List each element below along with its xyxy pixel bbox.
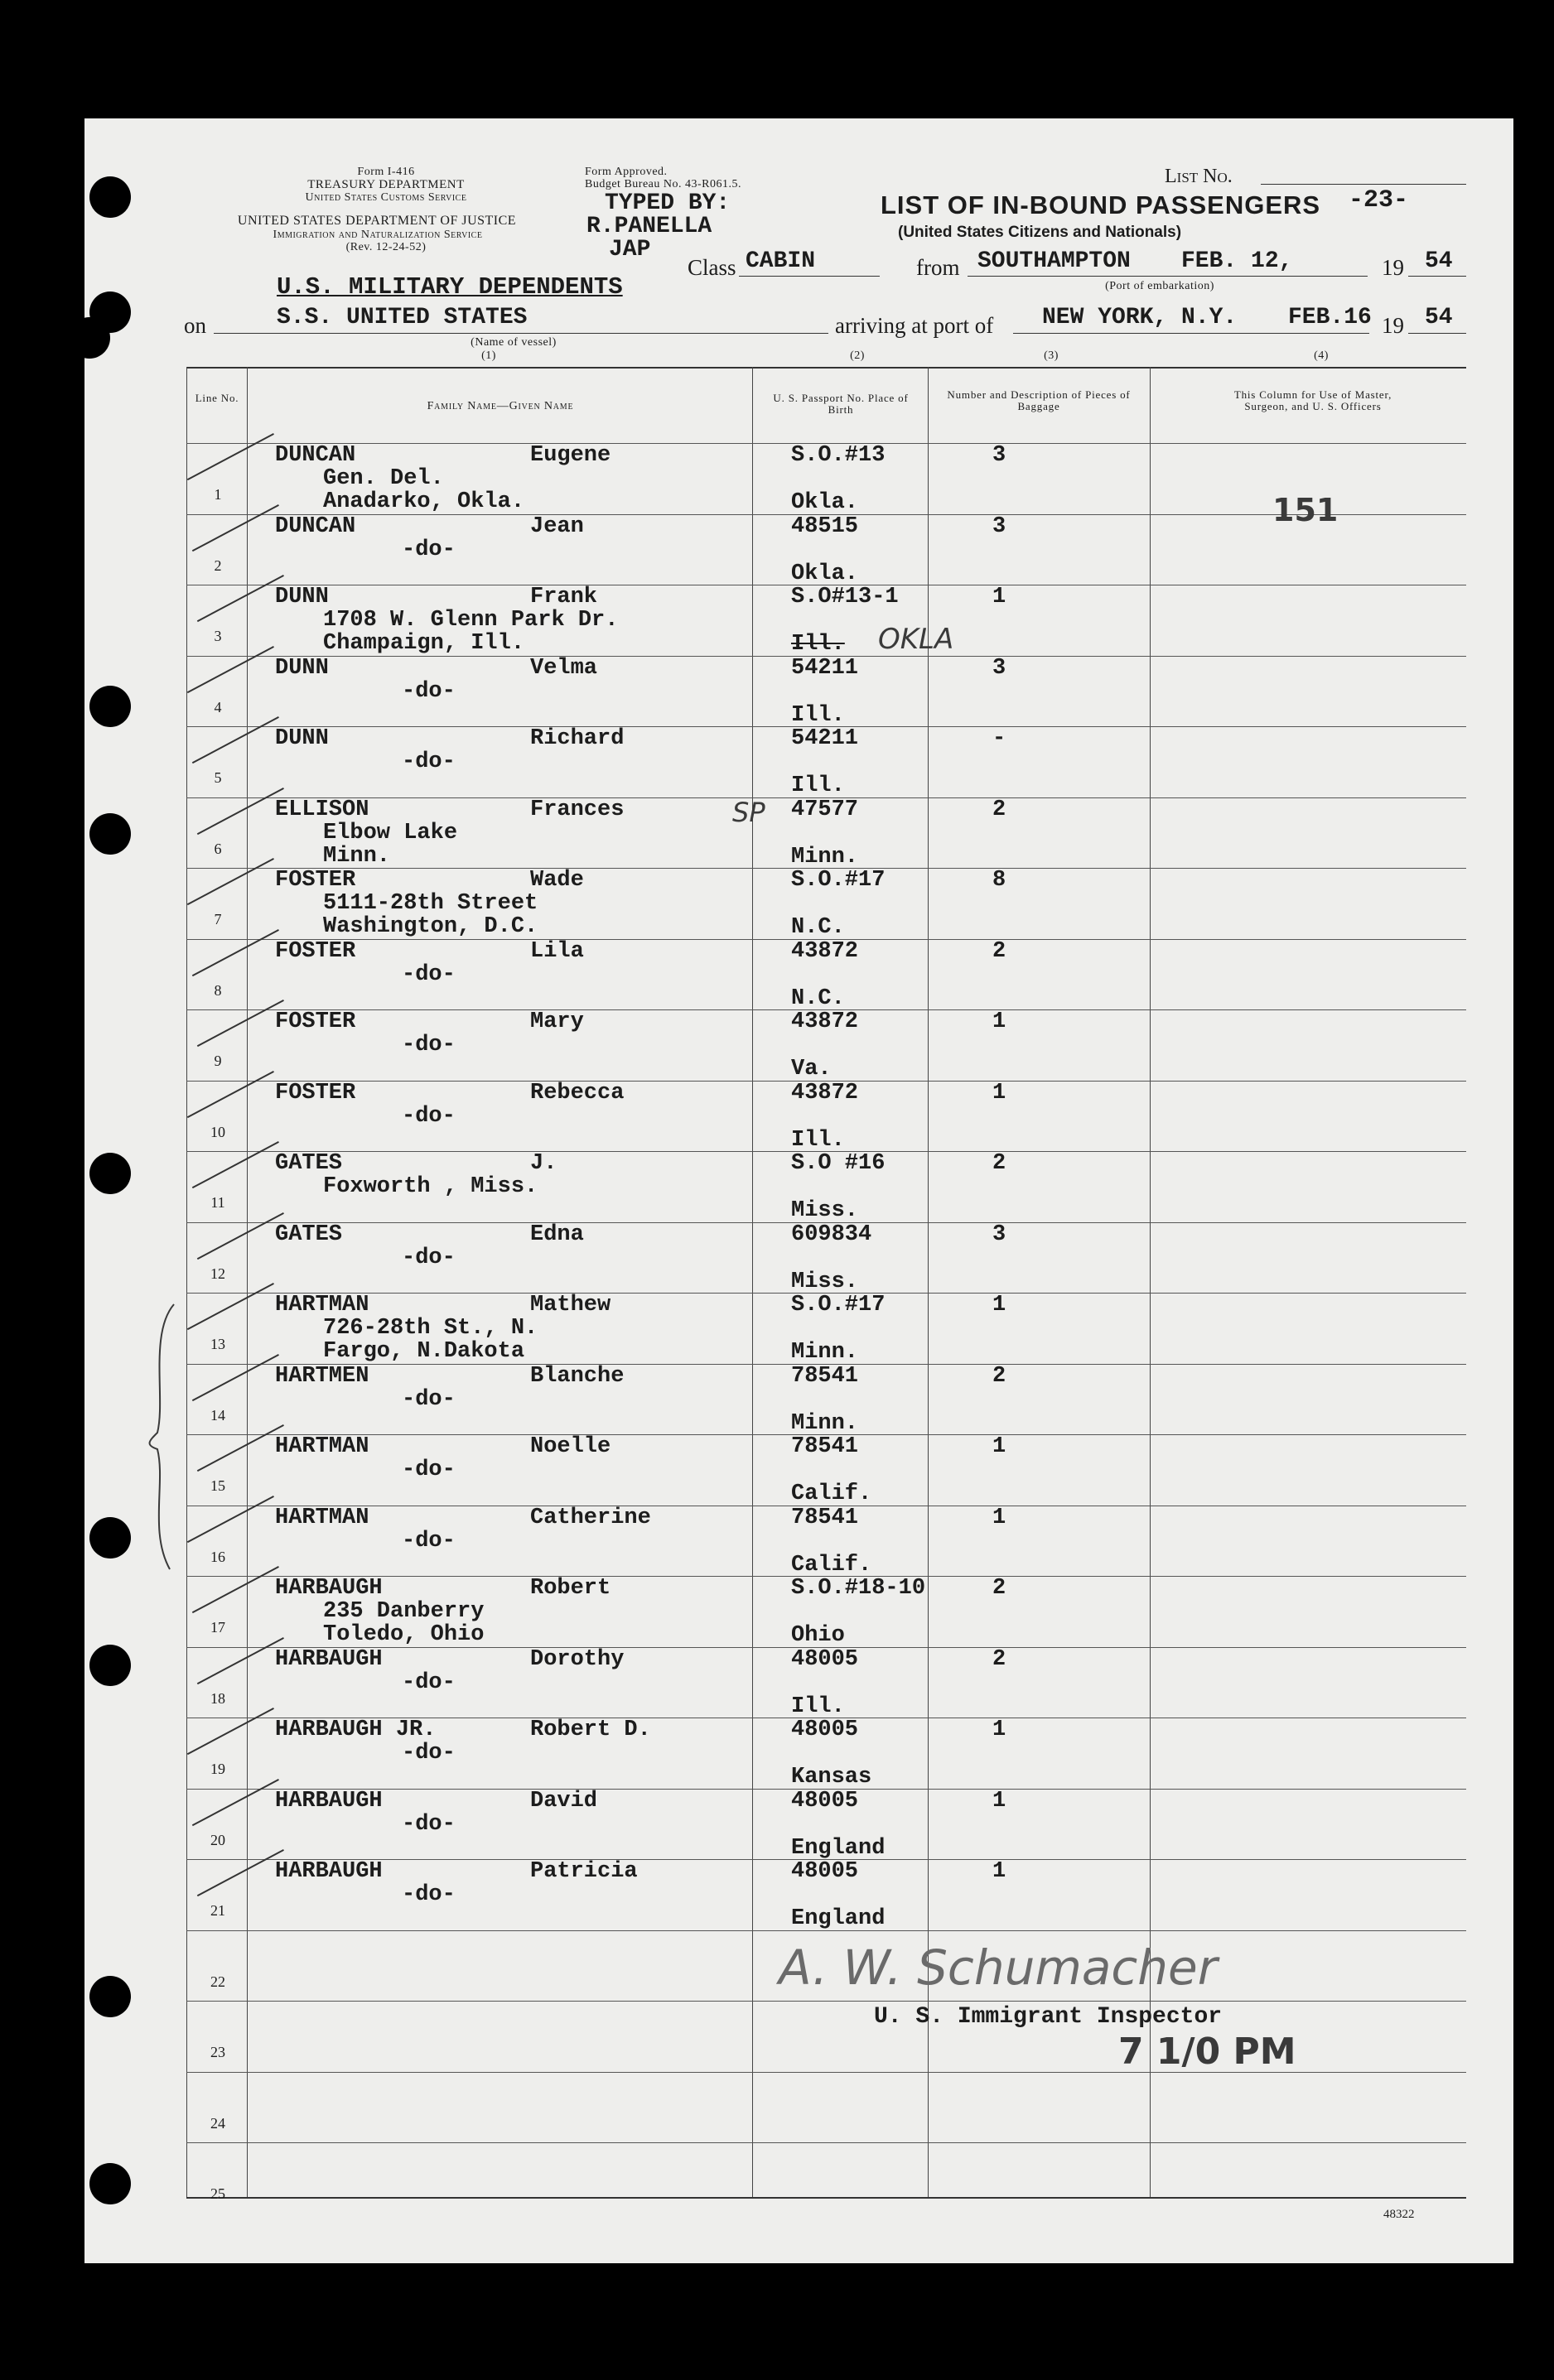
line-number: 8 (214, 981, 222, 999)
baggage-count: 2 (992, 1646, 1006, 1672)
justice-label: UNITED STATES DEPARTMENT OF JUSTICE (237, 214, 517, 228)
baggage-count: - (992, 726, 1006, 751)
embarkation-port: SOUTHAMPTON (977, 248, 1131, 274)
given-name: Eugene (530, 443, 611, 468)
form-approved: Form Approved. (585, 166, 668, 178)
line-number: 15 (210, 1477, 225, 1494)
line-number: 23 (210, 2044, 225, 2060)
baggage-count: 2 (992, 1151, 1006, 1176)
given-name: Richard (530, 726, 625, 751)
address-line-1: -do- (402, 1457, 456, 1482)
customs-label: United States Customs Service (305, 191, 467, 204)
ins-label: Immigration and Naturalization Service (273, 229, 483, 241)
line-number: 9 (214, 1053, 222, 1069)
year-prefix: 19 (1382, 255, 1404, 280)
line-number: 7 (214, 911, 222, 927)
col-2-number: (2) (850, 349, 865, 362)
place-of-birth: Ill. (791, 1127, 845, 1153)
binder-hole (89, 1153, 131, 1194)
arrival-port: NEW YORK, N.Y. (1042, 305, 1238, 330)
baggage-count: 1 (992, 1293, 1006, 1318)
passport-number: 48005 (791, 1859, 859, 1884)
place-of-birth: Ill. (791, 1693, 845, 1719)
address-line-2: Minn. (323, 843, 391, 869)
handwritten-okla: OKLA (878, 623, 954, 656)
passport-number: S.O #16 (791, 1151, 886, 1176)
arrival-year-prefix: 19 (1382, 313, 1404, 338)
family-name: FOSTER (275, 1080, 356, 1106)
line-number: 20 (210, 1831, 225, 1848)
passport-number: 54211 (791, 726, 859, 751)
vessel-underline (214, 333, 828, 334)
line-number: 14 (210, 1406, 225, 1424)
handwritten-note: 151 (1272, 492, 1339, 528)
passport-number: 47577 (791, 797, 859, 822)
passport-number: 48005 (791, 1788, 859, 1814)
from-underline (968, 276, 1368, 277)
place-of-birth: N.C. (791, 985, 845, 1011)
line-number: 21 (210, 1902, 225, 1919)
class-value: CABIN (746, 248, 816, 274)
handwritten-sp: SP (732, 797, 765, 828)
vessel-name: S.S. UNITED STATES (277, 305, 528, 330)
family-name: HARTMEN (275, 1363, 369, 1389)
col-header-officers: This Column for Use of Master, Surgeon, and U. S. Officers (1233, 388, 1392, 412)
bracket-mark (141, 1300, 191, 1573)
address-line-2: Anadarko, Okla. (323, 489, 525, 514)
place-of-birth: England (791, 1835, 886, 1861)
family-name: DUNN (275, 726, 329, 751)
address-line-1: -do- (402, 1033, 456, 1058)
from-label: from (916, 255, 960, 280)
baggage-count: 3 (992, 513, 1006, 539)
line-number: 6 (214, 840, 222, 857)
passport-number: S.O.#17 (791, 868, 886, 893)
given-name: Frank (530, 585, 598, 609)
departure-date: FEB. 12, (1181, 248, 1293, 274)
arrival-time-note: 7 1/0 PM (1118, 2031, 1296, 2073)
given-name: Noelle (530, 1434, 611, 1459)
family-name: ELLISON (275, 797, 369, 822)
given-name: Robert (530, 1576, 611, 1601)
address-line-1: -do- (402, 1811, 456, 1837)
baggage-count: 2 (992, 1363, 1006, 1389)
line-number: 13 (210, 1336, 225, 1352)
given-name: Dorothy (530, 1646, 625, 1672)
family-name: DUNCAN (275, 443, 356, 468)
inspector-title: U. S. Immigrant Inspector (874, 2004, 1223, 2030)
passport-number: S.O.#17 (791, 1293, 886, 1318)
page-subtitle: (United States Citizens and Nationals) (898, 224, 1182, 241)
page-title: LIST OF IN-BOUND PASSENGERS (881, 190, 1321, 219)
year-underline (1408, 276, 1466, 277)
vessel-caption: (Name of vessel) (471, 336, 557, 349)
place-of-birth: Miss. (791, 1269, 859, 1294)
col-3-number: (3) (1044, 349, 1059, 362)
place-of-birth: Calif. (791, 1481, 872, 1506)
table-top-border (186, 367, 1466, 369)
passport-number: 43872 (791, 938, 859, 964)
given-name: Catherine (530, 1505, 651, 1530)
line-number: 10 (210, 1123, 225, 1140)
arrival-year-underline (1408, 333, 1466, 334)
family-name: HARBAUGH (275, 1576, 383, 1601)
passport-number: 78541 (791, 1434, 859, 1459)
table-bottom-border (186, 2197, 1466, 2199)
footer-number: 48322 (1383, 2208, 1415, 2221)
baggage-count: 2 (992, 797, 1006, 822)
family-name: FOSTER (275, 868, 356, 893)
family-name: HARBAUGH (275, 1788, 383, 1814)
typed-by: TYPED BY: (605, 190, 731, 216)
col-1-number: (1) (481, 349, 496, 362)
baggage-count: 1 (992, 1434, 1006, 1459)
given-name: Mathew (530, 1293, 611, 1318)
signature: A. W. Schumacher (779, 1939, 1218, 1996)
binder-hole (89, 176, 131, 218)
family-name: HARTMAN (275, 1505, 369, 1530)
revision-label: (Rev. 12-24-52) (345, 241, 427, 253)
passport-number: 78541 (791, 1363, 859, 1389)
line-number: 18 (210, 1689, 225, 1707)
family-name: HARBAUGH (275, 1859, 383, 1884)
address-line-2: Toledo, Ohio (323, 1622, 485, 1647)
given-name: Robert D. (530, 1718, 651, 1742)
address-line-1: 235 Danberry (323, 1599, 485, 1624)
given-name: J. (530, 1151, 557, 1176)
given-name: Velma (530, 655, 598, 681)
family-name: DUNCAN (275, 513, 356, 539)
typist-initials: JAP (609, 237, 651, 263)
family-name: HARBAUGH JR. (275, 1718, 437, 1742)
place-of-birth: Ill. (791, 632, 845, 657)
col-divider-name (752, 367, 753, 2197)
address-line-1: -do- (402, 1386, 456, 1412)
address-line-1: -do- (402, 1528, 456, 1554)
baggage-count: 1 (992, 1718, 1006, 1742)
place-of-birth: Minn. (791, 844, 859, 870)
table-left-border (186, 367, 187, 2197)
given-name: Blanche (530, 1363, 625, 1389)
arrival-date: FEB.16 (1288, 305, 1372, 330)
port-embark-caption: (Port of embarkation) (1105, 280, 1214, 292)
given-name: Edna (530, 1221, 584, 1247)
on-label: on (184, 313, 206, 338)
class-underline (739, 276, 880, 277)
line-number: 24 (210, 2114, 225, 2132)
line-number: 19 (210, 1761, 225, 1777)
arrival-year: 54 (1425, 305, 1453, 330)
binder-hole (89, 1517, 131, 1559)
place-of-birth: Okla. (791, 561, 859, 586)
place-of-birth: Miss. (791, 1198, 859, 1223)
line-number: 5 (214, 769, 222, 786)
address-line-1: -do- (402, 1103, 456, 1129)
given-name: Patricia (530, 1859, 638, 1884)
group-label: U.S. MILITARY DEPENDENTS (277, 273, 623, 301)
address-line-1: -do- (402, 1669, 456, 1695)
place-of-birth: Va. (791, 1057, 832, 1082)
address-line-2: Fargo, N.Dakota (323, 1339, 525, 1364)
place-of-birth: Minn. (791, 1340, 859, 1365)
family-name: HARBAUGH (275, 1646, 383, 1672)
baggage-count: 1 (992, 1009, 1006, 1034)
form-number: Form I-416 (357, 166, 415, 178)
col-header-line-no: Line No. (195, 392, 239, 404)
place-of-birth: Calif. (791, 1552, 872, 1578)
list-no-underline (1261, 184, 1466, 185)
list-number: -23- (1349, 186, 1409, 214)
departure-year: 54 (1425, 248, 1453, 274)
address-line-1: -do- (402, 537, 456, 562)
given-name: Jean (530, 513, 584, 539)
baggage-count: 3 (992, 655, 1006, 681)
line-number: 12 (210, 1265, 225, 1282)
place-of-birth: England (791, 1906, 886, 1931)
passport-number: 54211 (791, 655, 859, 681)
binder-hole (69, 317, 110, 359)
family-name: HARTMAN (275, 1293, 369, 1318)
family-name: DUNN (275, 585, 329, 609)
given-name: Rebecca (530, 1080, 625, 1106)
treasury-label: TREASURY DEPARTMENT (307, 178, 465, 191)
passport-number: S.O#13-1 (791, 585, 899, 609)
passport-number: 48005 (791, 1718, 859, 1742)
line-number: 16 (210, 1548, 225, 1565)
line-number: 11 (210, 1194, 225, 1211)
line-number: 22 (210, 1973, 225, 1990)
baggage-count: 3 (992, 443, 1006, 468)
budget-bureau: Budget Bureau No. 43-R061.5. (585, 178, 741, 190)
given-name: David (530, 1788, 598, 1814)
baggage-count: 8 (992, 868, 1006, 893)
place-of-birth: Ill. (791, 773, 845, 798)
passport-number: 78541 (791, 1505, 859, 1530)
binder-hole (89, 813, 131, 855)
passport-number: 609834 (791, 1221, 872, 1247)
col-divider-baggage (1150, 367, 1151, 2197)
line-number: 17 (210, 1619, 225, 1636)
address-line-1: Elbow Lake (323, 820, 458, 846)
passport-number: 43872 (791, 1009, 859, 1034)
address-line-1: -do- (402, 678, 456, 704)
family-name: FOSTER (275, 938, 356, 964)
row-divider (186, 1930, 1466, 1931)
family-name: FOSTER (275, 1009, 356, 1034)
line-number: 1 (214, 486, 222, 503)
binder-hole (89, 686, 131, 727)
class-label: Class (688, 255, 736, 280)
place-of-birth: Ohio (791, 1623, 845, 1648)
row-divider (186, 2142, 1466, 2143)
binder-hole (89, 2163, 131, 2204)
col-header-passport: U. S. Passport No. Place of Birth (773, 392, 909, 416)
given-name: Frances (530, 797, 625, 822)
given-name: Mary (530, 1009, 584, 1034)
baggage-count: 1 (992, 585, 1006, 609)
address-line-2: Washington, D.C. (323, 914, 538, 939)
arriving-label: arriving at port of (835, 313, 994, 338)
family-name: HARTMAN (275, 1434, 369, 1459)
address-line-1: -do- (402, 749, 456, 774)
baggage-count: 1 (992, 1505, 1006, 1530)
place-of-birth: Kansas (791, 1765, 872, 1790)
baggage-count: 1 (992, 1080, 1006, 1106)
passport-number: 43872 (791, 1080, 859, 1106)
address-line-1: -do- (402, 1741, 456, 1766)
given-name: Wade (530, 868, 584, 893)
baggage-count: 1 (992, 1859, 1006, 1884)
address-line-1: Foxworth , Miss. (323, 1174, 538, 1199)
binder-hole (89, 1645, 131, 1686)
address-line-1: Gen. Del. (323, 466, 444, 491)
baggage-count: 1 (992, 1788, 1006, 1814)
col-divider-line (247, 367, 248, 2197)
arrival-underline (1013, 333, 1369, 334)
baggage-count: 3 (992, 1221, 1006, 1247)
col-header-name: Family Name—Given Name (427, 400, 574, 412)
address-line-1: -do- (402, 1882, 456, 1907)
place-of-birth: Ill. (791, 702, 845, 728)
passport-number: 48005 (791, 1646, 859, 1672)
address-line-1: 726-28th St., N. (323, 1316, 538, 1341)
address-line-1: -do- (402, 1245, 456, 1270)
typist-name: R.PANELLA (586, 214, 712, 239)
baggage-count: 2 (992, 1576, 1006, 1601)
given-name: Lila (530, 938, 584, 964)
line-number: 2 (214, 556, 222, 574)
place-of-birth: N.C. (791, 915, 845, 940)
place-of-birth: Minn. (791, 1410, 859, 1436)
col-header-baggage: Number and Description of Pieces of Baggage (947, 388, 1131, 412)
family-name: DUNN (275, 655, 329, 681)
passport-number: 48515 (791, 513, 859, 539)
baggage-count: 2 (992, 938, 1006, 964)
line-number: 3 (214, 628, 222, 644)
address-line-2: Champaign, Ill. (323, 631, 525, 656)
address-line-1: 1708 W. Glenn Park Dr. (323, 608, 619, 633)
passport-number: S.O.#18-10 (791, 1576, 926, 1601)
col-4-number: (4) (1314, 349, 1329, 362)
family-name: GATES (275, 1151, 343, 1176)
address-line-1: -do- (402, 961, 456, 987)
passport-number: S.O.#13 (791, 443, 886, 468)
line-number: 25 (210, 2185, 225, 2202)
address-line-1: 5111-28th Street (323, 891, 538, 916)
family-name: GATES (275, 1221, 343, 1247)
list-no-label: List No. (1165, 166, 1233, 187)
binder-hole (89, 1976, 131, 2017)
row-divider (186, 2001, 1466, 2002)
place-of-birth: Okla. (791, 490, 859, 515)
line-number: 4 (214, 698, 222, 715)
